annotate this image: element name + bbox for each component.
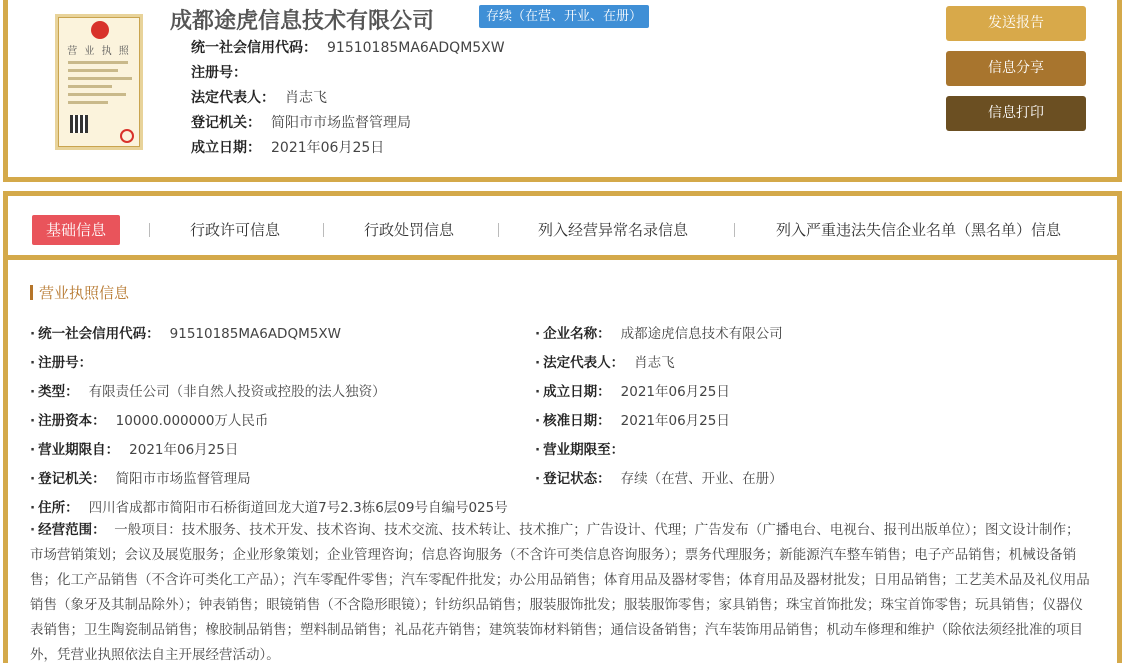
tab-admin-license[interactable]: 行政许可信息 <box>190 221 281 239</box>
field-key: 注册号： <box>38 355 93 371</box>
field-value: 91510185MA6ADQM5XW <box>169 326 341 342</box>
license-line <box>68 85 112 88</box>
field-value: 四川省成都市简阳市石桥街道回龙大道7号2.3栋6层09号自编号025号 <box>88 500 508 516</box>
section-title <box>30 282 129 303</box>
section-title-bar <box>30 285 33 300</box>
tab-divider <box>498 223 499 237</box>
field-credit-code: · 统一社会信用代码： 91510185MA6ADQM5XW <box>30 326 341 342</box>
business-license-thumbnail[interactable] <box>55 14 143 150</box>
tab-abnormal-list[interactable]: 列入经营异常名录信息 <box>538 221 689 239</box>
license-line <box>68 69 118 72</box>
header-row-key: 注册号： <box>191 65 247 81</box>
company-name: 成都途虎信息技术有限公司 <box>170 9 435 34</box>
header-row-value: 肖志飞 <box>285 90 327 106</box>
field-key: 类型： <box>38 384 79 400</box>
header-row-value: 91510185MA6ADQM5XW <box>327 40 505 56</box>
header-row-key: 成立日期： <box>191 140 261 156</box>
qr-code-icon <box>70 115 88 133</box>
field-key: 企业名称： <box>543 326 611 342</box>
tab-blacklist[interactable]: 列入严重违法失信企业名单（黑名单）信息 <box>776 221 1062 239</box>
field-company-name: · 企业名称： 成都途虎信息技术有限公司 <box>535 326 783 342</box>
field-approval-date: · 核准日期： 2021年06月25日 <box>535 413 730 429</box>
tab-divider <box>323 223 324 237</box>
business-scope-text: 一般项目：技术服务、技术开发、技术咨询、技术交流、技术转让、技术推广；广告设计、代理；广告发布（广播电台、电视台、报刊出版单位）；图文设计制作；市场营销策划；会议及展览服务；企业形象策划；企业管理咨询；信息咨询服务（不含许可类信息咨询服务）；票务代理服务；新能源汽车整车销售；电子产品销售；机械设备销售；化工产品销售（不含许可类化工产品）；汽车零配件零售；汽车零配件批发；办公用品销售；体育用品及器材零售；体育用品及器材批发；日用品销售；工艺美术品及礼仪用品销售（象牙及其制品除外）；钟表销售；眼镜销售（不含隐形眼镜）；针纺织品销售；服装服饰批发；服装服饰零售；家具销售；珠宝首饰批发；珠宝首饰零售；玩具销售；仪器仪表销售；卫生陶瓷制品销售；橡胶制品销售；塑料制品销售；礼品花卉销售；建筑装饰材料销售；通信设备销售；汽车装饰用品销售；机动车修理和维护（除依法须经批准的项目外，凭营业执照依法自主开展经营活动）。 <box>30 522 1090 663</box>
field-value: 肖志飞 <box>634 355 675 371</box>
field-type: · 类型： 有限责任公司（非自然人投资或控股的法人独资） <box>30 384 386 400</box>
field-value: 成都途虎信息技术有限公司 <box>620 326 783 342</box>
tab-admin-penalty[interactable]: 行政处罚信息 <box>364 221 455 239</box>
field-reg-status: · 登记状态： 存续（在营、开业、在册） <box>535 471 783 487</box>
license-line <box>68 77 132 80</box>
field-value: 简阳市市场监督管理局 <box>115 471 251 487</box>
field-key: 登记状态： <box>543 471 611 487</box>
tab-bar <box>8 196 1117 260</box>
field-value: 2021年06月25日 <box>620 384 730 400</box>
field-key: 登记机关： <box>38 471 106 487</box>
header-authority <box>191 112 411 132</box>
company-header-card <box>3 0 1122 182</box>
send-report-button[interactable]: 发送报告 <box>946 6 1086 41</box>
header-row-key: 登记机关： <box>191 115 261 131</box>
field-term-from: · 营业期限自： 2021年06月25日 <box>30 442 239 458</box>
field-key: 核准日期： <box>543 413 611 429</box>
license-line <box>68 93 126 96</box>
field-key: 住所： <box>38 500 79 516</box>
tab-divider <box>149 223 150 237</box>
field-reg-number: · 注册号： <box>30 355 93 371</box>
business-scope: · 经营范围： 一般项目：技术服务、技术开发、技术咨询、技术交流、技术转让、技术推广；广告设计、代理；广告发布（广播电台、电视台、报刊出版单位）；图文设计制作；市场营销策划；会议及展览服务；企业形象策划；企业管理咨询；信息咨询服务（不含许可类信息咨询服务）；票务代理服务；新能源汽车整车销售；电子产品销售；机械设备销售；化工产品销售（不含许可类化工产品）；汽车零配件零售；汽车零配件批发；办公用品销售；体育用品及器材零售；体育用品及器材批发；日用品销售；工艺美术品及礼仪用品销售（象牙及其制品除外）；钟表销售；眼镜销售（不含隐形眼镜）；针纺织品销售；服装服饰批发；服装服饰零售；家具销售；珠宝首饰批发；珠宝首饰零售；玩具销售；仪器仪表销售；卫生陶瓷制品销售；橡胶制品销售；塑料制品销售；礼品花卉销售；建筑装饰材料销售；通信设备销售；汽车装饰用品销售；机动车修理和维护（除依法须经批准的项目外，凭营业执照依法自主开展经营活动）。 <box>30 522 1090 663</box>
header-row-value: 简阳市市场监督管理局 <box>271 115 411 131</box>
field-value: 存续（在营、开业、在册） <box>620 471 783 487</box>
license-line <box>68 101 108 104</box>
field-key: 经营范围： <box>38 522 106 538</box>
field-value: 10000.000000万人民币 <box>115 413 269 429</box>
detail-panel <box>3 191 1122 663</box>
official-seal-icon <box>120 129 134 143</box>
header-row-value: 2021年06月25日 <box>271 140 385 156</box>
field-key: 营业期限自： <box>38 442 120 458</box>
print-info-button[interactable]: 信息打印 <box>946 96 1086 131</box>
field-authority: · 登记机关： 简阳市市场监督管理局 <box>30 471 251 487</box>
status-badge: 存续（在营、开业、在册） <box>479 5 649 28</box>
field-established: · 成立日期： 2021年06月25日 <box>535 384 730 400</box>
header-reg-number <box>191 62 257 82</box>
national-emblem-icon <box>91 21 109 39</box>
license-thumb-title: 营 业 执 照 <box>67 46 131 57</box>
field-key: 法定代表人： <box>543 355 625 371</box>
header-credit-code <box>191 37 505 57</box>
field-legal-rep: · 法定代表人： 肖志飞 <box>535 355 675 371</box>
header-row-key: 统一社会信用代码： <box>191 40 317 56</box>
field-address: · 住所： 四川省成都市简阳市石桥街道回龙大道7号2.3栋6层09号自编号025号 <box>30 500 508 516</box>
field-key: 统一社会信用代码： <box>38 326 160 342</box>
field-value: 有限责任公司（非自然人投资或控股的法人独资） <box>88 384 386 400</box>
field-capital: · 注册资本： 10000.000000万人民币 <box>30 413 269 429</box>
header-legal-rep <box>191 87 327 107</box>
header-row-key: 法定代表人： <box>191 90 275 106</box>
tab-basic-info[interactable]: 基础信息 <box>32 215 120 245</box>
section-title-text: 营业执照信息 <box>39 284 130 302</box>
field-key: 成立日期： <box>543 384 611 400</box>
field-key: 营业期限至： <box>543 442 625 458</box>
header-established <box>191 137 384 157</box>
tab-divider <box>734 223 735 237</box>
field-term-to: · 营业期限至： <box>535 442 625 458</box>
field-value: 2021年06月25日 <box>129 442 239 458</box>
license-line <box>68 61 128 64</box>
share-info-button[interactable]: 信息分享 <box>946 51 1086 86</box>
field-value: 2021年06月25日 <box>620 413 730 429</box>
field-key: 注册资本： <box>38 413 106 429</box>
